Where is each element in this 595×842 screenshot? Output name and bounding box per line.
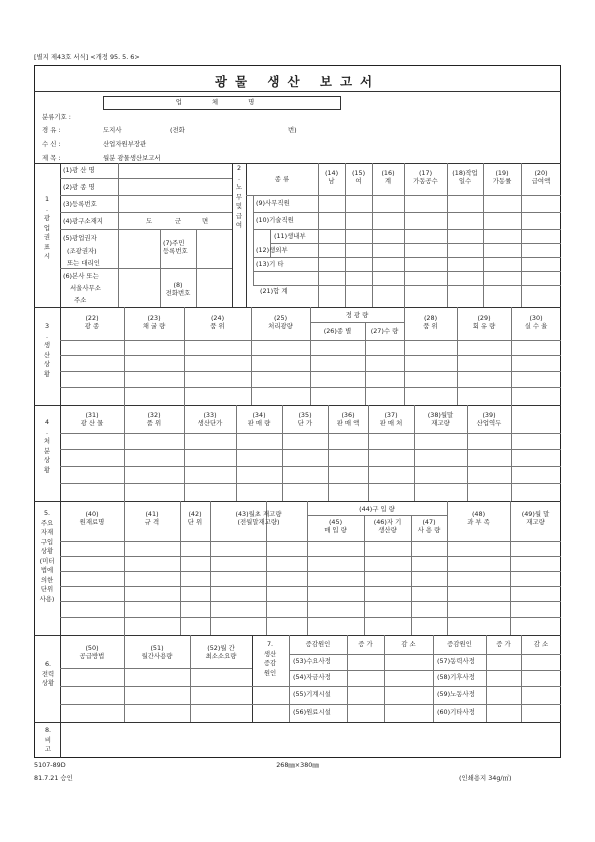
address-label: 주소 bbox=[74, 296, 87, 304]
form-number: [별지 제43호 서식] <개정 95. 5. 6> bbox=[34, 53, 140, 61]
col-spec: (41) 규 격 bbox=[144, 510, 160, 526]
col-buyer: (37) 판 매 처 bbox=[379, 411, 403, 427]
sec2-kind-header: 종 류 bbox=[274, 175, 290, 183]
lease-holder-label: (조광권자) bbox=[67, 247, 97, 255]
remarks-field[interactable] bbox=[61, 723, 560, 757]
col-wages: (20) 급여액 bbox=[531, 169, 551, 185]
col-station: (39) 산업역두 bbox=[476, 411, 502, 427]
col-male: (14) 남 bbox=[324, 169, 339, 185]
seoul-office-label: 서울사무소 bbox=[70, 284, 101, 292]
company-name-label: 업 체 명 bbox=[175, 98, 269, 106]
col-grade: (24) 품 위 bbox=[210, 314, 225, 330]
address-unit-myeon: 면 bbox=[202, 217, 209, 225]
phone-suffix: 번) bbox=[288, 126, 297, 134]
paper-size: 268㎜×380㎜ bbox=[276, 761, 319, 769]
row-inside-workers: (11)생내부 bbox=[274, 232, 306, 240]
col-unit-price: (35) 단 가 bbox=[297, 411, 313, 427]
col-purchase-qty: (45) 매 입 량 bbox=[324, 518, 347, 534]
col-recovery: (29) 회 유 량 bbox=[472, 314, 496, 330]
paper-weight: (인쇄용지 34g/㎡) bbox=[459, 774, 512, 782]
sec7-header-decrease-right: 감 소 bbox=[533, 640, 549, 648]
sec7-header-cause-left: 증감원인 bbox=[305, 640, 331, 648]
sec6-side-label: 6. 전력 상황 bbox=[41, 660, 55, 687]
col-mine-product: (31) 광 산 물 bbox=[80, 411, 104, 427]
col-monthly-usage: (51) 월간사용량 bbox=[141, 644, 173, 660]
sec1-side-label: 1 . 광 업 권 표 시 bbox=[43, 195, 51, 260]
col-self-produced: (46)자 기 생산량 bbox=[373, 518, 402, 534]
row-outside-workers: (12)생외부 bbox=[256, 246, 288, 254]
cause-funds: (54)자금사정 bbox=[293, 673, 331, 681]
row-sum: (21)합 계 bbox=[260, 287, 288, 295]
col-yield: (30) 실 수 율 bbox=[524, 314, 548, 330]
row-tech-staff: (10)기술직원 bbox=[256, 216, 294, 224]
col-grade-2: (28) 품 위 bbox=[423, 314, 438, 330]
subject-label: 제 목 : bbox=[42, 154, 61, 162]
address-unit-gun: 군 bbox=[175, 217, 182, 225]
col-mineral-kind: (22) 광 종 bbox=[84, 314, 100, 330]
cause-demand: (53)수요사정 bbox=[293, 657, 331, 665]
to-label: 수 신 : bbox=[42, 140, 61, 148]
col-used-qty: (47) 사 용 량 bbox=[417, 518, 441, 534]
col-purchase: (44)구 입 량 bbox=[359, 505, 395, 513]
registration-no-label: (3)등록번호 bbox=[63, 200, 97, 208]
mining-right-holder-label: (5)광업권자 bbox=[63, 234, 97, 242]
phone-no-label: (8) 전화번호 bbox=[165, 281, 191, 297]
row-office-staff: (9)사무직원 bbox=[256, 199, 290, 207]
sec7-header-cause-right: 증감원인 bbox=[447, 640, 472, 648]
col-concentrate-qty: (27)수 량 bbox=[370, 327, 399, 335]
col-unit-cost: (33) 생산단가 bbox=[197, 411, 223, 427]
sec7-header-increase-left: 증 가 bbox=[358, 640, 373, 648]
col-sales-qty: (34) 판 매 량 bbox=[247, 411, 271, 427]
col-sales-amount: (36) 판 매 액 bbox=[336, 411, 360, 427]
sec7-header-decrease-left: 감 소 bbox=[401, 640, 416, 648]
col-month-start-stock: (43)월초 재고량 (전월말재고량) bbox=[235, 510, 282, 526]
col-month-end-stock-2: (49)월 말 재고량 bbox=[521, 510, 550, 526]
sec8-side-label: 8. 비 고 bbox=[44, 726, 52, 753]
sec5-side-label: 5. 주요 자재 구입 상황 (미터 법에 의한 단위 사용) bbox=[39, 509, 55, 603]
subject-value: 월분 광물생산보고서 bbox=[103, 154, 161, 162]
sec7-side-label: 7. 생산 증감 원인 bbox=[263, 640, 277, 677]
page-title: 광물 생산 보고서 bbox=[214, 74, 381, 89]
via-label: 경 유 : bbox=[42, 126, 61, 134]
to-value: 산업자원부장관 bbox=[103, 140, 147, 148]
via-value[interactable]: 도지사 bbox=[103, 126, 122, 134]
sec2-side-label: 2 . 노 무 및 급 여 bbox=[235, 164, 243, 229]
mineral-kind-label: (2)광 종 명 bbox=[63, 183, 95, 191]
head-office-label: (6)본사 또는 bbox=[63, 272, 99, 280]
col-operation-rate: (19) 가동률 bbox=[492, 169, 512, 185]
cause-weather: (58)기후사정 bbox=[437, 673, 475, 681]
col-total: (16) 계 bbox=[381, 169, 395, 185]
col-material-name: (40) 원재료명 bbox=[79, 510, 105, 526]
cause-machinery: (55)기계시설 bbox=[293, 690, 331, 698]
category-label: 분류기호 : bbox=[42, 113, 71, 121]
form-code: 5107-89D bbox=[34, 761, 66, 769]
cause-raw-material: (56)원료시설 bbox=[293, 708, 331, 716]
approval-date: 81.7.21 승인 bbox=[34, 774, 73, 782]
cause-power: (57)동력사정 bbox=[437, 657, 475, 665]
cause-other: (60)기타사정 bbox=[437, 708, 475, 716]
cause-labor: (59)노동사정 bbox=[437, 690, 475, 698]
col-unit: (42) 단 위 bbox=[187, 510, 203, 526]
col-product-grade: (32) 품 위 bbox=[146, 411, 162, 427]
col-concentrate: 정 광 량 bbox=[345, 311, 369, 319]
address-unit-do: 도 bbox=[146, 217, 153, 225]
resident-no-label: (7)주민 등록번호 bbox=[163, 239, 188, 255]
col-processed: (25) 처리광량 bbox=[268, 314, 293, 330]
row-others: (13)기 타 bbox=[256, 260, 284, 268]
col-female: (15) 여 bbox=[351, 169, 366, 185]
col-surplus: (48) 과 부 족 bbox=[467, 510, 490, 526]
agent-label: 또는 대리인 bbox=[67, 259, 100, 267]
col-monthly-min: (52)월 간 최소소요량 bbox=[205, 644, 237, 660]
col-extraction: (23) 채 굴 량 bbox=[142, 314, 166, 330]
col-workdays: (17) 가동공수 bbox=[413, 169, 438, 185]
col-month-end-stock: (38)월말 재고량 bbox=[427, 411, 454, 427]
col-work-days: (18)작업 일수 bbox=[452, 169, 478, 185]
sec4-side-label: 4 . 처 분 상 황 bbox=[43, 418, 51, 474]
col-concentrate-type: (26)종 별 bbox=[323, 327, 352, 335]
phone-label: (전화 bbox=[170, 126, 185, 134]
mine-name-label: (1)광 산 명 bbox=[63, 166, 95, 174]
sec3-side-label: 3 . 생 산 상 황 bbox=[43, 322, 51, 378]
mine-location-label: (4)광구소재지 bbox=[63, 217, 103, 225]
sec7-header-increase-right: 증 가 bbox=[496, 640, 511, 648]
col-supply-method: (50) 공급방법 bbox=[79, 644, 105, 660]
